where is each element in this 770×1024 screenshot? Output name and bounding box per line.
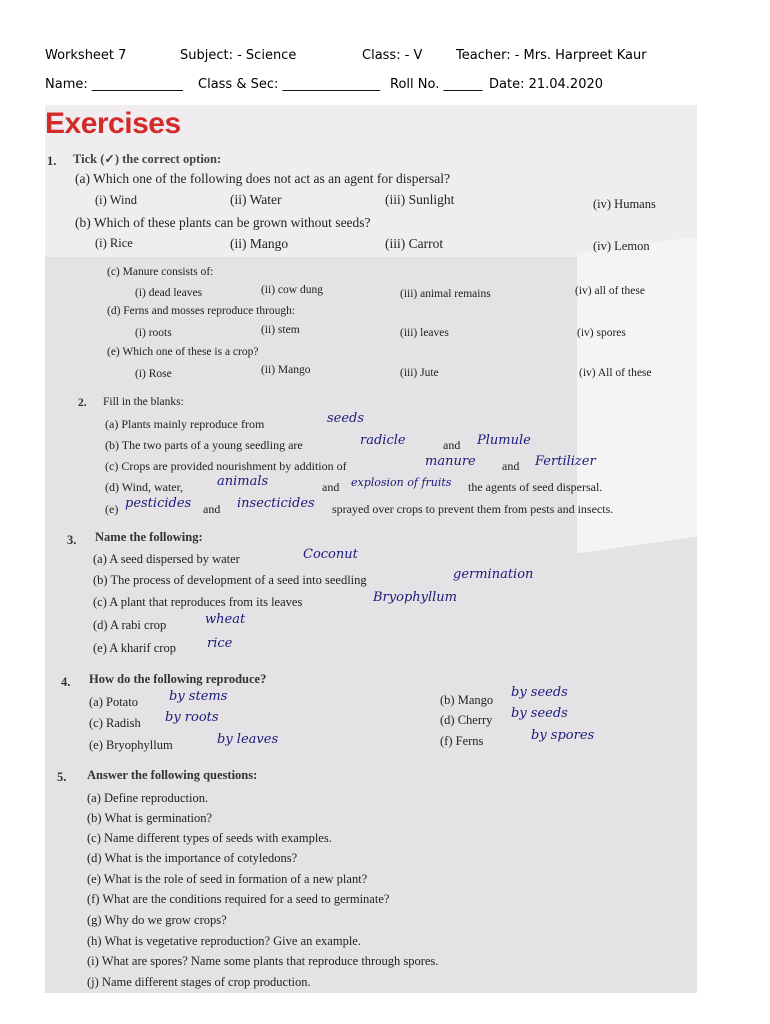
q2-number: 2. — [78, 397, 87, 409]
q1a-opt2: (ii) Water — [230, 192, 282, 207]
q1b-opt1: (i) Rice — [95, 236, 133, 250]
q3d-answer: wheat — [205, 612, 246, 627]
q5-item: (j) Name different stages of crop production. — [87, 975, 311, 989]
q4-number: 4. — [61, 675, 71, 689]
q5-item: (g) Why do we grow crops? — [87, 913, 227, 927]
q2a-text: (a) Plants mainly reproduce from — [105, 417, 265, 431]
q3e-text: (e) A kharif crop — [93, 641, 176, 655]
exercises-title: Exercises — [45, 107, 181, 140]
q5-item: (c) Name different types of seeds with examples. — [87, 831, 332, 845]
q3-number: 3. — [67, 533, 77, 547]
q5-number: 5. — [57, 770, 67, 784]
q2d-text3: the agents of seed dispersal. — [468, 480, 603, 494]
q1b-opt3: (iii) Carrot — [385, 236, 444, 251]
class-sec-field: Class & Sec: _______________ — [198, 77, 381, 92]
q5-item: (b) What is germination? — [87, 811, 213, 825]
q5-item: (i) What are spores? Name some plants that reproduce through spores. — [87, 954, 439, 968]
q1b-question: (b) Which of these plants can be grown without seeds? — [75, 215, 371, 230]
q1e-opt3: (iii) Jute — [400, 367, 439, 379]
q2e-text3: sprayed over crops to prevent them from pests and insects. — [332, 502, 614, 516]
q4b-answer: by seeds — [511, 685, 568, 700]
q2e-answer1: pesticides — [125, 496, 192, 511]
q3e-answer: rice — [207, 636, 233, 651]
q5-item: (d) What is the importance of cotyledons? — [87, 851, 298, 865]
q4a-text: (a) Potato — [89, 695, 138, 709]
q1-number: 1. — [47, 154, 57, 168]
q1c-opt1: (i) dead leaves — [135, 287, 203, 299]
q5-heading: Answer the following questions: — [87, 768, 258, 782]
q2d-text1: (d) Wind, water, — [105, 480, 184, 494]
q4d-answer: by seeds — [511, 706, 568, 721]
q4-heading: How do the following reproduce? — [89, 672, 267, 686]
worksheet-number: Worksheet 7 — [45, 48, 127, 63]
q5-item: (h) What is vegetative reproduction? Give an example. — [87, 934, 361, 948]
q3c-text: (c) A plant that reproduces from its leaves — [93, 595, 303, 609]
subject-label: Subject: - Science — [180, 48, 297, 63]
q1c-opt4: (iv) all of these — [575, 285, 645, 297]
q2c-answer2: Fertilizer — [535, 454, 596, 469]
q1b-opt2: (ii) Mango — [230, 236, 289, 251]
q2e-text2: and — [203, 502, 221, 516]
q2b-text2: and — [443, 438, 461, 452]
q3a-text: (a) A seed dispersed by water — [93, 552, 240, 566]
q2d-answer1: animals — [217, 474, 269, 489]
q3b-answer: germination — [453, 567, 534, 582]
q2d-answer2: explosion of fruits — [351, 476, 452, 489]
q1d-opt3: (iii) leaves — [400, 327, 449, 339]
q1a-opt1: (i) Wind — [95, 193, 137, 207]
q1a-question: (a) Which one of the following does not act as an agent for dispersal? — [75, 171, 451, 186]
name-field: Name: ______________ — [45, 77, 183, 92]
q1e-opt1: (i) Rose — [135, 368, 172, 380]
q4f-answer: by spores — [531, 728, 595, 743]
q4b-text: (b) Mango — [440, 693, 494, 707]
q4c-answer: by roots — [165, 710, 219, 725]
q1d-opt1: (i) roots — [135, 327, 172, 339]
q2e-text1: (e) — [105, 502, 119, 516]
q1c-opt3: (iii) animal remains — [400, 288, 491, 300]
q3a-answer: Coconut — [303, 547, 358, 562]
q1d-opt2: (ii) stem — [261, 324, 300, 336]
q2b-answer1: radicle — [360, 433, 406, 448]
q2-heading: Fill in the blanks: — [103, 396, 184, 408]
q2a-answer: seeds — [327, 411, 365, 426]
teacher-label: Teacher: - Mrs. Harpreet Kaur — [456, 48, 647, 63]
q1e-question: (e) Which one of these is a crop? — [107, 346, 259, 358]
q1c-question: (c) Manure consists of: — [107, 266, 214, 278]
q3c-answer: Bryophyllum — [373, 590, 457, 605]
q1d-opt4: (iv) spores — [577, 327, 626, 339]
q2b-text1: (b) The two parts of a young seedling are — [105, 438, 303, 452]
q5-item: (f) What are the conditions required for a seed to germinate? — [87, 892, 390, 906]
q4e-answer: by leaves — [217, 732, 279, 747]
q2c-answer1: manure — [425, 454, 476, 469]
q1e-opt2: (ii) Mango — [261, 364, 311, 376]
date-field: Date: 21.04.2020 — [489, 77, 604, 92]
q4f-text: (f) Ferns — [440, 734, 484, 748]
q3d-text: (d) A rabi crop — [93, 618, 167, 632]
q1c-opt2: (ii) cow dung — [261, 284, 323, 296]
q4c-text: (c) Radish — [89, 716, 141, 730]
roll-field: Roll No. ______ — [390, 77, 483, 92]
q1-heading: Tick (✓) the correct option: — [73, 152, 222, 166]
q2c-text2: and — [502, 459, 520, 473]
q3-heading: Name the following: — [95, 530, 203, 544]
q5-item: (e) What is the role of seed in formation of a new plant? — [87, 872, 368, 886]
q2b-answer2: Plumule — [477, 433, 531, 448]
q5-item: (a) Define reproduction. — [87, 791, 209, 805]
q1e-opt4: (iv) All of these — [579, 367, 652, 379]
q3b-text: (b) The process of development of a seed into seedling — [93, 573, 367, 587]
q2e-answer2: insecticides — [237, 496, 315, 511]
class-label: Class: - V — [362, 48, 423, 63]
q4a-answer: by stems — [169, 689, 228, 704]
q2d-text2: and — [322, 480, 340, 494]
q1d-question: (d) Ferns and mosses reproduce through: — [107, 305, 296, 317]
q4e-text: (e) Bryophyllum — [89, 738, 173, 752]
q4d-text: (d) Cherry — [440, 713, 493, 727]
q1b-opt4: (iv) Lemon — [593, 239, 650, 253]
q1a-opt4: (iv) Humans — [593, 197, 656, 211]
q1a-opt3: (iii) Sunlight — [385, 192, 455, 207]
textbook-photo — [45, 105, 697, 993]
q2c-text1: (c) Crops are provided nourishment by addition of — [105, 459, 347, 473]
